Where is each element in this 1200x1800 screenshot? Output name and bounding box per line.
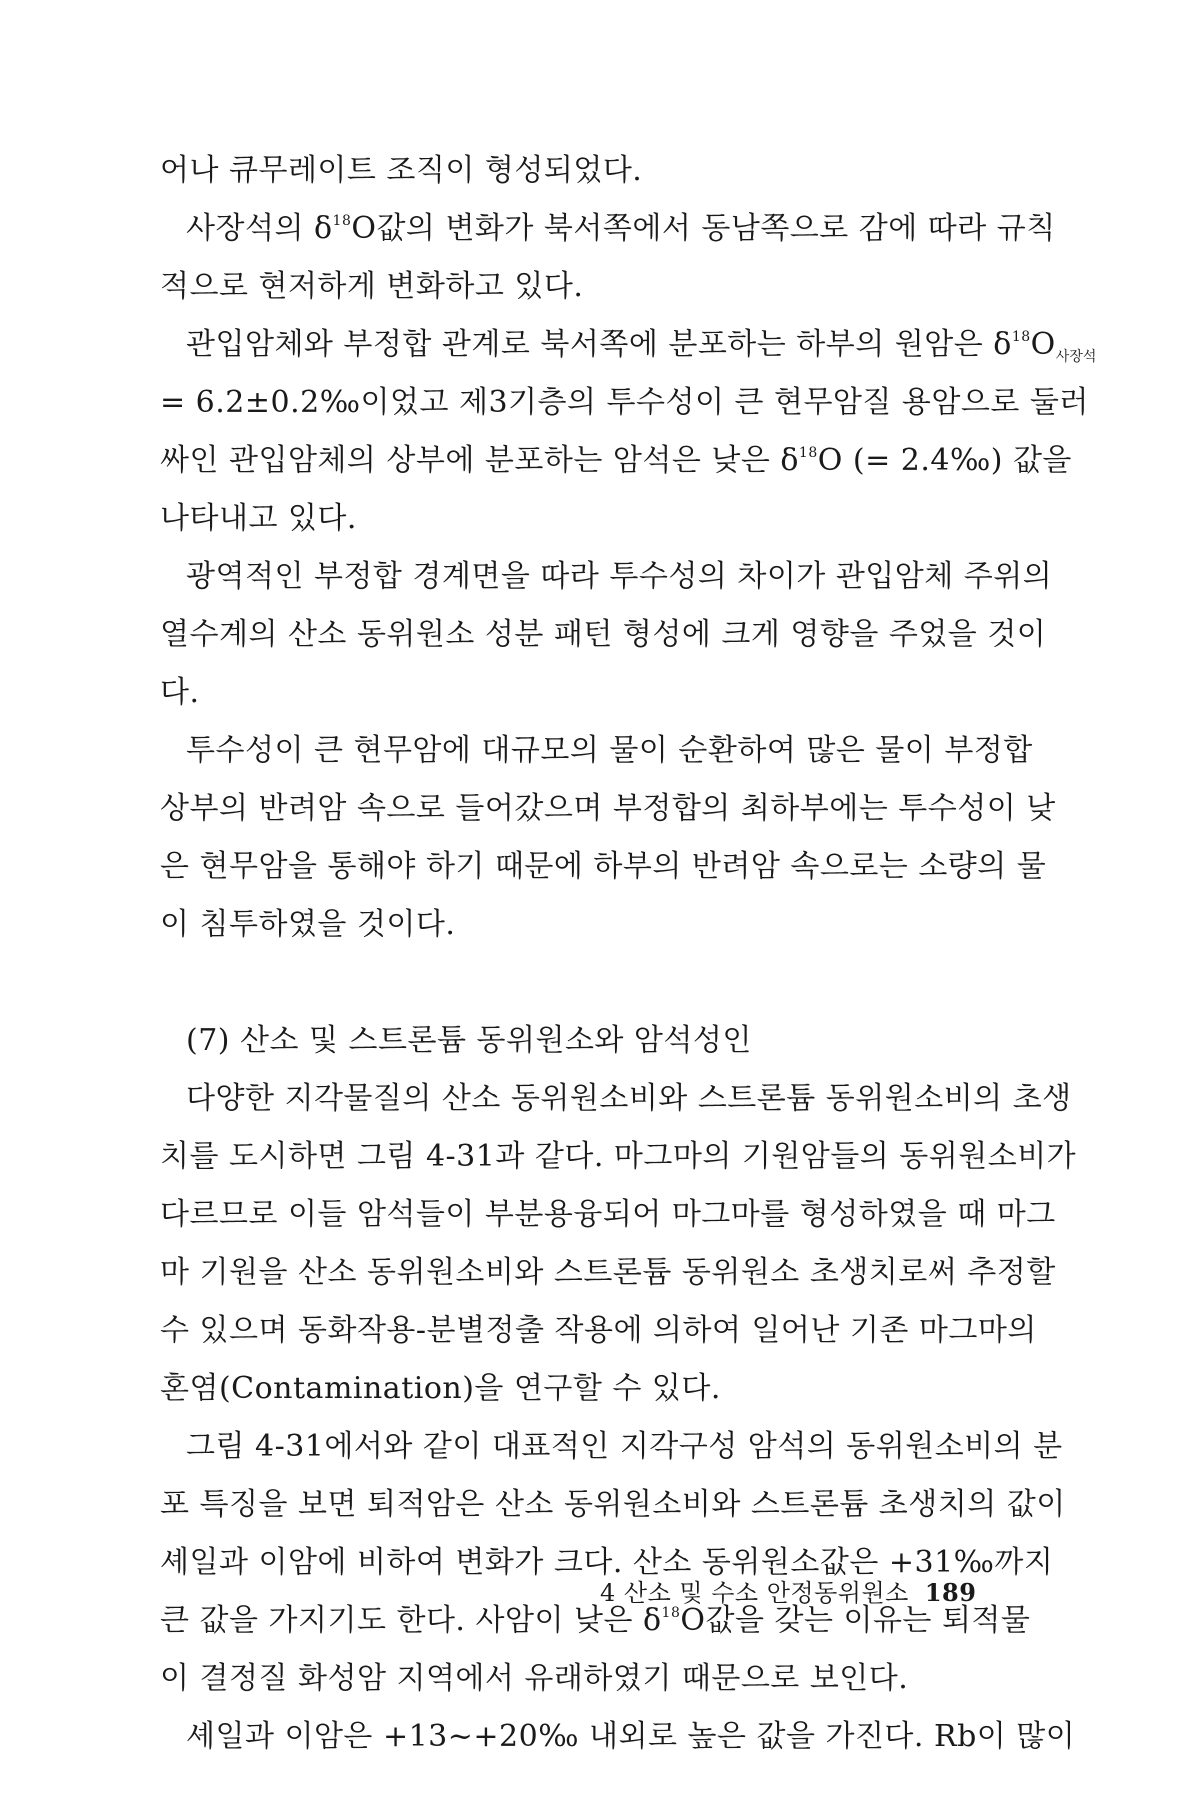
text-line: 다. xyxy=(160,675,200,710)
section-heading: (7) 산소 및 스트론튬 동위원소와 암석성인 xyxy=(186,1023,752,1058)
section-spacer xyxy=(160,954,1000,1012)
text-line: 적으로 현저하게 변화하고 있다. xyxy=(160,269,584,304)
text-line: 은 현무암을 통해야 하기 때문에 하부의 반려암 속으로는 소량의 물 xyxy=(160,849,1047,884)
text-line: 상부의 반려암 속으로 들어갔으며 부정합의 최하부에는 투수성이 낮 xyxy=(160,791,1056,826)
text-line: 셰일과 이암에 비하여 변화가 크다. 산소 동위원소값은 +31‰까지 xyxy=(160,1545,1054,1580)
text-line: 수 있으며 동화작용-분별정출 작용에 의하여 일어난 기존 마그마의 xyxy=(160,1313,1037,1348)
text-line: 나타내고 있다. xyxy=(160,501,357,536)
text-line: 어나 큐무레이트 조직이 형성되었다. xyxy=(160,153,643,188)
text-line: 마 기원을 산소 동위원소비와 스트론튬 동위원소 초생치로써 추정할 xyxy=(160,1255,1056,1290)
text-line: 다양한 지각물질의 산소 동위원소비와 스트론튬 동위원소비의 초생 xyxy=(186,1081,1072,1116)
text-line: 광역적인 부정합 경계면을 따라 투수성의 차이가 관입암체 주위의 xyxy=(186,559,1053,594)
text-line: = 6.2±0.2‰이었고 제3기층의 투수성이 큰 현무암질 용암으로 둘러 xyxy=(160,385,1089,420)
body-text xyxy=(160,142,1097,1766)
text-line: 이 결정질 화성암 지역에서 유래하였기 때문으로 보인다. xyxy=(160,1661,909,1696)
text-line: 관입암체와 부정합 관계로 북서쪽에 분포하는 하부의 원암은 $\delta^{18}O_{사장석}$ xyxy=(186,327,1097,365)
text-line: 열수계의 산소 동위원소 성분 패턴 형성에 크게 영향을 주었을 것이 xyxy=(160,617,1047,652)
page-number: 189 xyxy=(924,1578,977,1607)
text-line: 투수성이 큰 현무암에 대규모의 물이 순환하여 많은 물이 부정합 xyxy=(186,733,1033,768)
text-line: 혼염(Contamination)을 연구할 수 있다. xyxy=(160,1371,721,1406)
text-line: 셰일과 이암은 +13~+20‰ 내외로 높은 값을 가진다. Rb이 많이 xyxy=(186,1719,1076,1754)
running-head: 4 산소 및 수소 안정동위원소 xyxy=(600,1579,909,1607)
text-line: 그림 4-31에서와 같이 대표적인 지각구성 암석의 동위원소비의 분 xyxy=(186,1429,1063,1464)
text-line: 포 특징을 보면 퇴적암은 산소 동위원소비와 스트론튬 초생치의 값이 xyxy=(160,1487,1066,1522)
text-line: 싸인 관입암체의 상부에 분포하는 암석은 낮은 $\delta^{18}O$ (= 2.4‰) 값을 xyxy=(160,443,1072,478)
text-line: 치를 도시하면 그림 4-31과 같다. 마그마의 기원암들의 동위원소비가 xyxy=(160,1139,1077,1174)
text-line: 이 침투하였을 것이다. xyxy=(160,907,456,942)
page-footer xyxy=(600,1573,976,1608)
text-line: 다르므로 이들 암석들이 부분용융되어 마그마를 형성하였을 때 마그 xyxy=(160,1197,1056,1232)
text-line: 사장석의 $\delta^{18}O$값의 변화가 북서쪽에서 동남쪽으로 감에 따라 규칙 xyxy=(186,211,1056,246)
text-line: 큰 값을 가지기도 한다. 사암이 낮은 $\delta^{18}O$값을 갖는 이유는 퇴적물 xyxy=(160,1603,1031,1638)
